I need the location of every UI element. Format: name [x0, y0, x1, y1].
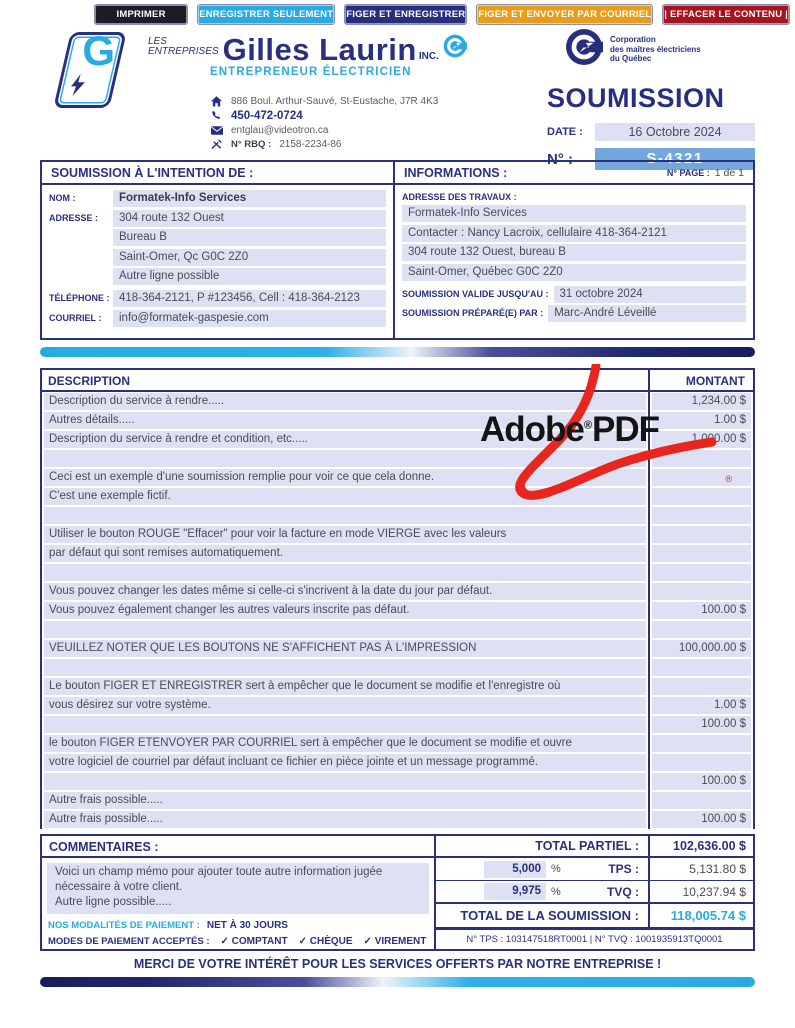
- valide-label: SOUMISSION VALIDE JUSQU'AU :: [402, 288, 549, 299]
- print-button[interactable]: IMPRIMER: [95, 5, 187, 24]
- tvq-rate-field[interactable]: 9,975: [484, 883, 546, 900]
- tools-icon: [210, 139, 223, 150]
- info-section: [40, 160, 755, 340]
- save-only-button[interactable]: ENREGISTRER SEULEMENT: [198, 5, 334, 24]
- grand-total-value: 118,005.74 $: [648, 904, 753, 927]
- work-address-line-field[interactable]: Saint-Omer, Québec G0C 2Z0: [402, 264, 746, 281]
- payment-mode: ✓ VIREMENT: [363, 935, 427, 947]
- table-row: [42, 506, 753, 525]
- tvq-value: 10,237.94 $: [648, 881, 753, 902]
- description-field[interactable]: Description du service à rendre et condition, etc.....: [44, 431, 646, 448]
- total-partiel-row: [436, 836, 753, 858]
- montant-field[interactable]: 1,000.00 $: [652, 431, 751, 448]
- date-label: DATE :: [547, 126, 583, 138]
- table-row: [42, 563, 753, 582]
- informations-section-header: INFORMATIONS : N° PAGE : 1 de 1: [395, 162, 753, 185]
- total-partiel-label: TOTAL PARTIEL :: [535, 839, 639, 853]
- client-phone-field[interactable]: 418-364-2121, P #123456, Cell : 418-364-2123: [113, 290, 386, 307]
- description-field[interactable]: Vous pouvez changer les dates même si celle-ci s'incrivent à la date du jour par défaut.: [44, 583, 646, 600]
- description-field[interactable]: [44, 659, 646, 676]
- corporation-name: Corporation des maîtres électriciens du Québec: [610, 35, 701, 64]
- phone-icon: [210, 110, 223, 121]
- description-field[interactable]: [44, 773, 646, 790]
- montant-field[interactable]: [652, 564, 751, 581]
- montant-field[interactable]: 100,000.00 $: [652, 640, 751, 657]
- nom-label: NOM :: [49, 193, 76, 203]
- company-subtitle: ENTREPRENEUR ÉLECTRICIEN: [210, 66, 412, 78]
- description-field[interactable]: vous désirez sur votre système.: [44, 697, 646, 714]
- informations-section: [395, 162, 753, 338]
- table-row: [42, 449, 753, 468]
- tps-label: TPS :: [608, 862, 639, 876]
- travaux-label: ADRESSE DES TRAVAUX :: [402, 192, 517, 202]
- description-field[interactable]: par défaut qui sont remises automatiquement.: [44, 545, 646, 562]
- gradient-divider-top: [40, 347, 755, 357]
- company-pre-name: LES ENTREPRISES: [148, 36, 219, 57]
- montant-field[interactable]: [652, 754, 751, 771]
- table-row: [42, 582, 753, 601]
- montant-field[interactable]: [652, 678, 751, 695]
- total-partiel-value: 102,636.00 $: [648, 836, 753, 856]
- date-field[interactable]: 16 Octobre 2024: [595, 123, 755, 141]
- montant-field[interactable]: [652, 507, 751, 524]
- description-field[interactable]: [44, 621, 646, 638]
- company-contact: [210, 94, 438, 152]
- client-section-header: SOUMISSION À L'INTENTION DE :: [42, 162, 393, 185]
- payment-terms-line: [42, 917, 434, 933]
- house-icon: [210, 96, 223, 107]
- work-address-line-field[interactable]: 304 route 132 Ouest, bureau B: [402, 244, 746, 261]
- description-field[interactable]: Utiliser le bouton ROUGE "Effacer" pour voir la facture en mode VIERGE avec les valeurs: [44, 526, 646, 543]
- lightning-bolt-icon: [70, 74, 86, 101]
- description-field[interactable]: Autres détails.....: [44, 412, 646, 429]
- table-row: [42, 601, 753, 620]
- table-row: [42, 810, 753, 829]
- table-row: [42, 487, 753, 506]
- modalites-label: NOS MODALITÉS DE PAIEMENT :: [48, 919, 200, 931]
- montant-field[interactable]: [652, 792, 751, 809]
- tvq-row: 9,975 % TVQ : 10,237.94 $: [436, 881, 753, 904]
- courriel-label: COURRIEL :: [49, 312, 102, 323]
- tps-rate-field[interactable]: 5,000: [484, 861, 546, 878]
- telephone-label: TÉLÉPHONE :: [49, 293, 110, 303]
- description-field[interactable]: [44, 450, 646, 467]
- montant-field[interactable]: 100.00 $: [652, 773, 751, 790]
- lock-and-save-button[interactable]: FIGER ET ENREGISTRER: [345, 5, 466, 24]
- header-right: [547, 28, 755, 170]
- description-field[interactable]: Ceci est un exemple d'une soumission remplie pour voir ce que cela donne.: [44, 469, 646, 486]
- table-row: [42, 677, 753, 696]
- montant-field[interactable]: 1.00 $: [652, 412, 751, 429]
- comments-section: [42, 836, 436, 949]
- company-email-line: entglau@videotron.ca: [210, 123, 438, 138]
- number-label: N° :: [547, 150, 573, 168]
- comments-header: COMMENTAIRES :: [42, 836, 434, 858]
- mail-icon: [210, 126, 223, 135]
- client-address-line-field[interactable]: 304 route 132 Ouest: [113, 210, 386, 227]
- company-logo-icon: G: [53, 32, 127, 108]
- work-address-line-field[interactable]: Contacter : Nancy Lacroix, cellulaire 418-364-2121: [402, 225, 746, 242]
- description-field[interactable]: Le bouton FIGER ET ENREGISTRER sert à empêcher que le document se modifie et l'enregistre où: [44, 678, 646, 695]
- payment-mode: ✓ CHÈQUE: [298, 935, 353, 947]
- table-row: [42, 715, 753, 734]
- description-field[interactable]: Description du service à rendre.....: [44, 393, 646, 410]
- cmeq-logo-icon: [565, 28, 603, 71]
- page-title: SOUMISSION: [547, 83, 725, 113]
- montant-field[interactable]: [652, 545, 751, 562]
- payment-modes-line: [42, 933, 434, 949]
- modes-label: MODES DE PAIEMENT ACCEPTÉS :: [48, 935, 210, 947]
- table-row: [42, 753, 753, 772]
- table-row: [42, 468, 753, 487]
- client-address-line-field[interactable]: Autre ligne possible: [113, 268, 386, 285]
- description-field[interactable]: Vous pouvez également changer les autres valeurs inscrite pas défaut.: [44, 602, 646, 619]
- description-field[interactable]: [44, 564, 646, 581]
- adobe-pdf-watermark: Adobe®PDF ®: [474, 364, 742, 516]
- corporation-block: [565, 28, 755, 71]
- table-header: [42, 370, 753, 392]
- page-number-value: 1 de 1: [714, 166, 744, 179]
- client-name-field[interactable]: Formatek-Info Services: [113, 190, 386, 207]
- prepare-label: SOUMISSION PRÉPARÉ(E) PAR :: [402, 308, 544, 318]
- montant-column-header: MONTANT: [648, 370, 753, 390]
- grand-total-label: TOTAL DE LA SOUMISSION :: [460, 908, 639, 923]
- lock-and-email-button[interactable]: FIGER ET ENVOYER PAR COURRIEL: [477, 5, 652, 24]
- table-row: [42, 544, 753, 563]
- valid-until-field[interactable]: 31 octobre 2024: [554, 286, 747, 303]
- toolbar: [95, 5, 789, 24]
- number-field[interactable]: S-4321: [595, 148, 755, 170]
- gradient-divider-bottom: [40, 977, 755, 987]
- table-row: [42, 430, 753, 449]
- description-field[interactable]: C'est une exemple fictif.: [44, 488, 646, 505]
- clear-content-button[interactable]: | EFFACER LE CONTENU |: [663, 5, 789, 24]
- client-address-line-field[interactable]: Bureau B: [113, 229, 386, 246]
- table-row: [42, 620, 753, 639]
- montant-field[interactable]: [652, 450, 751, 467]
- client-section: [42, 162, 395, 338]
- montant-field[interactable]: 1.00 $: [652, 697, 751, 714]
- company-phone-line: 450-472-0724: [210, 109, 438, 124]
- company-address-line: 886 Boul. Arthur-Sauvé, St-Eustache, J7R 4K3: [210, 94, 438, 109]
- montant-field[interactable]: 100.00 $: [652, 602, 751, 619]
- page-number-label: N° PAGE :: [666, 167, 710, 178]
- company-name-suffix: INC.: [418, 51, 439, 62]
- montant-field[interactable]: [652, 469, 751, 486]
- montant-field[interactable]: 100.00 $: [652, 716, 751, 733]
- grand-total-row: [436, 904, 753, 930]
- description-field[interactable]: votre logiciel de courriel par défaut incluant ce fichier en pièce jointe et un message programmé.: [44, 754, 646, 771]
- montant-field[interactable]: [652, 583, 751, 600]
- table-row: [42, 392, 753, 411]
- memo-line: Voici un champ mémo pour ajouter toute autre information jugée: [55, 866, 383, 878]
- company-rbq-line: N° RBQ : 2158-2234-86: [210, 138, 438, 153]
- description-field[interactable]: [44, 507, 646, 524]
- montant-field[interactable]: [652, 621, 751, 638]
- adresse-label: ADRESSE :: [49, 212, 99, 223]
- header: [40, 27, 755, 168]
- tax-registration-numbers: N° TPS : 103147518RT0001 | N° TVQ : 1001935913TQ0001: [466, 934, 723, 945]
- company-identity: [148, 34, 467, 78]
- montant-field[interactable]: [652, 659, 751, 676]
- memo-field[interactable]: [47, 863, 429, 914]
- table-row: [42, 639, 753, 658]
- memo-line: Autre ligne possible.....: [55, 896, 172, 908]
- client-email-field[interactable]: info@formatek-gaspesie.com: [113, 310, 386, 327]
- montant-field[interactable]: [652, 735, 751, 752]
- table-row: [42, 772, 753, 791]
- description-field[interactable]: le bouton FIGER ETENVOYER PAR COURRIEL sert à empêcher que le document se modifie et ouvre: [44, 735, 646, 752]
- tvq-label: TVQ :: [607, 884, 639, 899]
- work-address-line-field[interactable]: Formatek-Info Services: [402, 205, 746, 222]
- company-name: Gilles Laurin: [222, 32, 417, 67]
- description-column-header: DESCRIPTION: [48, 374, 131, 388]
- description-field[interactable]: Autre frais possible.....: [44, 811, 646, 828]
- montant-field[interactable]: [652, 526, 751, 543]
- table-row: [42, 734, 753, 753]
- table-row: [42, 791, 753, 810]
- modalites-value: NET À 30 JOURS: [206, 919, 288, 931]
- description-field[interactable]: [44, 716, 646, 733]
- description-field[interactable]: Autre frais possible.....: [44, 792, 646, 809]
- tps-row: 5,000 % TPS : 5,131.80 $: [436, 858, 753, 881]
- bottom-section: [40, 834, 755, 951]
- e-logo-icon: [443, 34, 467, 63]
- memo-line: nécessaire à votre client.: [55, 881, 183, 893]
- montant-field[interactable]: 1,234.00 $: [652, 393, 751, 410]
- prepared-by-field[interactable]: Marc-André Léveillé: [548, 305, 746, 322]
- client-address-line-field[interactable]: Saint-Omer, Qc G0C 2Z0: [113, 249, 386, 266]
- description-field[interactable]: VEUILLEZ NOTER QUE LES BOUTONS NE S'AFFICHENT PAS À L'IMPRESSION: [44, 640, 646, 657]
- adobe-pdf-text: Adobe®PDF: [480, 410, 659, 449]
- table-row: [42, 658, 753, 677]
- montant-field[interactable]: [652, 488, 751, 505]
- tps-value: 5,131.80 $: [648, 858, 753, 880]
- montant-field[interactable]: 100.00 $: [652, 811, 751, 828]
- payment-mode: ✓ COMPTANT: [220, 935, 288, 947]
- footer-thanks-message: MERCI DE VOTRE INTÉRÊT POUR LES SERVICES OFFERTS PAR NOTRE ENTREPRISE !: [133, 957, 662, 971]
- table-row: [42, 696, 753, 715]
- table-row: [42, 411, 753, 430]
- totals-section: [436, 836, 753, 949]
- description-table: [40, 368, 755, 829]
- table-row: [42, 525, 753, 544]
